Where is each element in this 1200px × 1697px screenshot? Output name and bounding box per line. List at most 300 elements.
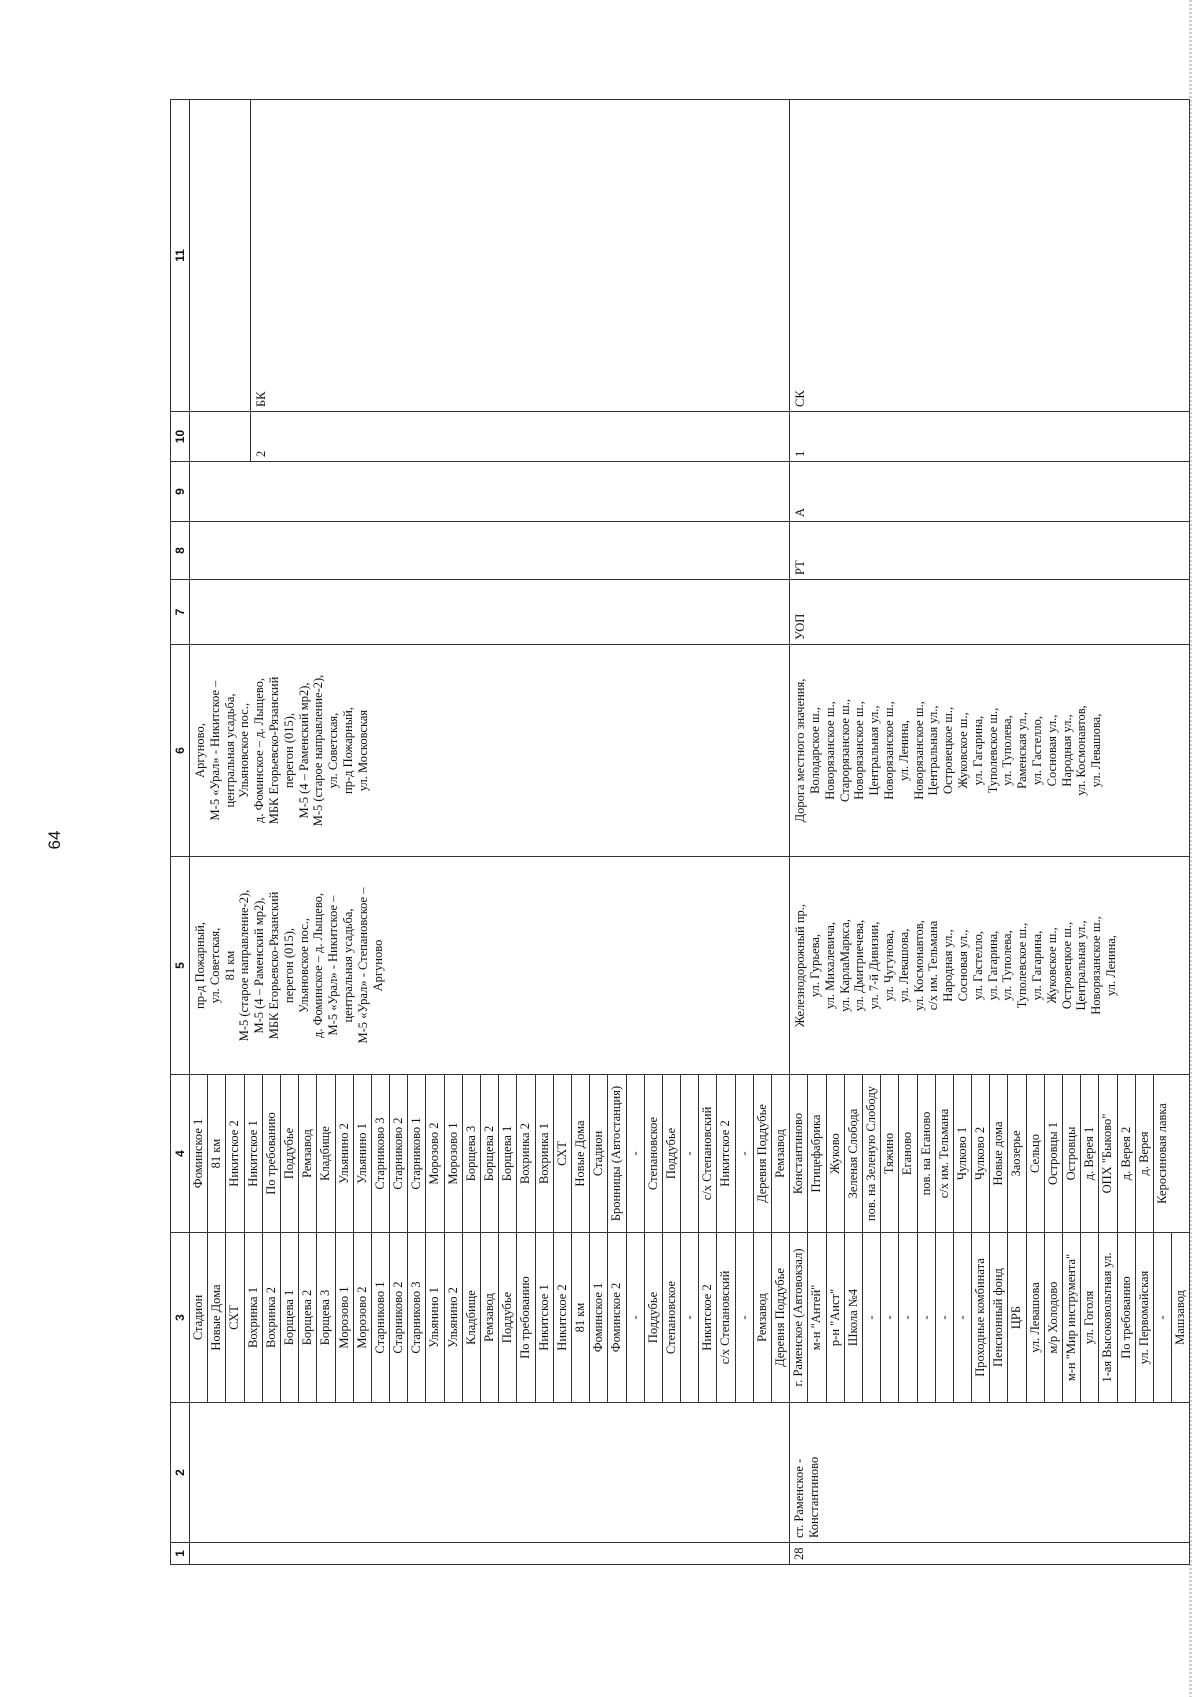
- street-line: ул. КарлаМаркса,: [837, 919, 852, 1012]
- stop-row: [408, 1233, 426, 1402]
- street-line: Сосновая ул.,: [1044, 714, 1059, 787]
- stop-row: [353, 1233, 371, 1402]
- stop-name: -: [681, 1233, 699, 1402]
- stop-name: Кладбище: [462, 1233, 480, 1402]
- stop-row: [699, 1075, 717, 1232]
- street-line: Туполевское ш.,: [985, 707, 1000, 794]
- stop-name: По требованию: [1117, 1233, 1135, 1402]
- stop-row: [426, 1075, 444, 1232]
- streets-forward-list: [193, 857, 385, 1074]
- street-line: ул. Левашова,: [896, 928, 911, 1003]
- stop-row: [553, 1233, 571, 1402]
- stop-name: р-н "Аист": [826, 1233, 844, 1402]
- stops-backward-list: [790, 1075, 1171, 1232]
- stop-name: ЦРБ: [1008, 1233, 1026, 1402]
- stop-row: [244, 1075, 262, 1232]
- street-line: ул. 7-й Дивизии,: [867, 921, 882, 1010]
- stop-name: Чулково 1: [953, 1075, 971, 1232]
- stop-name: Ремзавод: [299, 1075, 317, 1232]
- header-col-2: 2: [171, 1403, 190, 1543]
- stop-row: [462, 1075, 480, 1232]
- header-col-11: 11: [171, 100, 190, 412]
- row-a-streets-backward: [190, 645, 790, 857]
- stop-row: [226, 1075, 244, 1232]
- stop-name: Вохринка 2: [262, 1233, 280, 1402]
- street-line: д. Фоминское – д. Лыщево,: [311, 892, 326, 1039]
- stop-name: с/х Степановский: [699, 1075, 717, 1232]
- stop-name: -: [862, 1233, 880, 1402]
- stop-name: Морозово 2: [353, 1233, 371, 1402]
- stop-name: Никитское 2: [553, 1233, 571, 1402]
- street-line: с/х им. Тельмана: [926, 920, 941, 1011]
- stop-name: Сельцо: [1026, 1075, 1044, 1232]
- stop-row: [444, 1233, 462, 1402]
- street-line: ул. Гастелло,: [970, 930, 985, 1001]
- stop-row: [935, 1233, 953, 1402]
- stop-name: -: [735, 1075, 753, 1232]
- stop-name: 81 км: [208, 1075, 226, 1232]
- row-a-col-8: [190, 522, 790, 580]
- stop-row: [553, 1075, 571, 1232]
- stop-name: Новые Дома: [208, 1233, 226, 1402]
- stop-name: Поддубье: [644, 1233, 662, 1402]
- street-line: перегон (015),: [281, 927, 296, 1004]
- row-a-col-10: [190, 412, 790, 462]
- stop-row: [972, 1075, 990, 1232]
- street-line: М-5 «Урал» - Степановское –: [355, 887, 370, 1044]
- stop-row: [1135, 1075, 1153, 1232]
- stop-row: [753, 1233, 771, 1402]
- stop-name: СХТ: [226, 1233, 244, 1402]
- stop-name: Жуково: [826, 1075, 844, 1232]
- stop-name: Керосиновая лавка: [1154, 1103, 1169, 1204]
- stop-name: -: [953, 1233, 971, 1402]
- row-b-route-number: 28: [790, 1543, 1190, 1565]
- street-line: М-5 (старое направление-2),: [311, 674, 326, 827]
- stop-name: Островцы: [1063, 1075, 1081, 1232]
- stop-row: [717, 1233, 735, 1402]
- stop-row: [408, 1075, 426, 1232]
- stop-row: [972, 1233, 990, 1402]
- street-line: Центральная ул.,: [926, 705, 941, 796]
- row-a-streets-forward: [190, 857, 790, 1075]
- stop-row: [299, 1233, 317, 1402]
- stop-name: пов. на Зеленую Слободу: [862, 1075, 880, 1232]
- street-line: Ульяновское пос.,: [296, 918, 311, 1014]
- page-number: 64: [45, 830, 64, 850]
- stop-name: д. Верея 2: [1117, 1075, 1135, 1232]
- stop-name: Старниково 1: [408, 1075, 426, 1232]
- stop-name: Никитское 2: [717, 1075, 735, 1232]
- stop-name: Птицефабрика: [808, 1075, 826, 1232]
- stop-name: Морозово 1: [335, 1233, 353, 1402]
- stop-name: Вохринка 1: [535, 1075, 553, 1232]
- street-line: Народная ул.,: [941, 929, 956, 1002]
- stop-name: Никитское 2: [699, 1233, 717, 1402]
- street-line: ул. Чугунова,: [881, 929, 896, 1002]
- stop-row: [208, 1075, 226, 1232]
- stop-row: [571, 1233, 589, 1402]
- stop-name: ул. Первомайская: [1135, 1233, 1153, 1402]
- stop-name: Борщева 3: [317, 1233, 335, 1402]
- stop-row: [699, 1233, 717, 1402]
- stop-row: [1063, 1233, 1081, 1402]
- stop-row: [317, 1075, 335, 1232]
- stop-name: -: [735, 1233, 753, 1402]
- street-line: Новорязанское ш.,: [881, 701, 896, 800]
- stop-row: [590, 1233, 608, 1402]
- stop-row: [899, 1233, 917, 1402]
- street-line: Володарское ш.,: [807, 707, 822, 794]
- stop-name: Тяжино: [881, 1075, 899, 1232]
- stop-row: [1026, 1075, 1044, 1232]
- stop-name: Степановское: [662, 1233, 680, 1402]
- street-line: ул. Советская,: [326, 712, 341, 789]
- stop-row: [935, 1075, 953, 1232]
- street-line: Железнодорожный пр.,: [793, 903, 808, 1028]
- stop-row: [1081, 1075, 1099, 1232]
- stop-row: [499, 1075, 517, 1232]
- stop-row: [917, 1075, 935, 1232]
- stop-row: [662, 1075, 680, 1232]
- street-line: ул. Советская,: [207, 927, 222, 1004]
- street-line: ул. Ленина,: [1103, 935, 1118, 996]
- stop-row: [990, 1075, 1008, 1232]
- stop-name: Ульянино 2: [335, 1075, 353, 1232]
- route-row-28: [790, 100, 1190, 1565]
- stop-row: [644, 1075, 662, 1232]
- header-col-7: 7: [171, 580, 190, 645]
- stop-name: Еганово: [899, 1075, 917, 1232]
- street-line: ул. Гастелло,: [1029, 715, 1044, 786]
- stop-row: [808, 1075, 826, 1232]
- header-col-8: 8: [171, 522, 190, 580]
- street-line: Новорязанское ш.,: [911, 701, 926, 800]
- stop-row: [790, 1075, 808, 1232]
- stop-row: [571, 1075, 589, 1232]
- street-line: Центральная ул.,: [1074, 920, 1089, 1011]
- street-line: МБК Егорьевско-Рязанский: [266, 676, 281, 825]
- stop-name: Поддубье: [280, 1075, 298, 1232]
- stop-name: Стадион: [190, 1233, 208, 1402]
- street-line: Ульяновское пос.,: [237, 703, 252, 799]
- stop-row: [244, 1233, 262, 1402]
- row-a-col-1: [190, 1543, 790, 1565]
- stop-name: Никитское 1: [535, 1233, 553, 1402]
- stop-row: [735, 1233, 753, 1402]
- stop-row: [826, 1075, 844, 1232]
- stop-row: [317, 1233, 335, 1402]
- stop-row: [1117, 1233, 1135, 1402]
- stop-name: -: [881, 1233, 899, 1402]
- stop-row: [862, 1075, 880, 1232]
- stop-row: [462, 1233, 480, 1402]
- stop-row: [1044, 1233, 1062, 1402]
- stop-row: [262, 1075, 280, 1232]
- stop-row: [190, 1075, 208, 1232]
- stop-row: [953, 1233, 971, 1402]
- stop-row: [299, 1075, 317, 1232]
- stop-name: ОПХ "Быково": [1099, 1075, 1117, 1232]
- route-table: [170, 99, 1190, 1565]
- streets-backward-list: [193, 645, 371, 856]
- stop-row: [1153, 1075, 1171, 1232]
- stop-name: Вохринка 1: [244, 1233, 262, 1402]
- header-col-1: 1: [171, 1543, 190, 1565]
- header-col-3: 3: [171, 1233, 190, 1403]
- stop-row: [1026, 1233, 1044, 1402]
- stop-row: [826, 1233, 844, 1402]
- stop-row: [371, 1075, 389, 1232]
- street-line: Новорязанское ш.,: [822, 701, 837, 800]
- stop-name: ул. Гоголя: [1081, 1233, 1099, 1402]
- stop-name: м-н "Антей": [808, 1233, 826, 1402]
- street-line: перегон (015),: [281, 712, 296, 789]
- stop-name: Машзавод: [1173, 1290, 1188, 1345]
- stop-row: [499, 1233, 517, 1402]
- stop-name: Деревня Поддубье: [753, 1075, 771, 1232]
- stop-row: [1135, 1233, 1153, 1402]
- stop-row: [371, 1233, 389, 1402]
- stop-name: Проходные комбината: [972, 1233, 990, 1402]
- stop-name: Островцы 1: [1044, 1075, 1062, 1232]
- stop-row: [753, 1075, 771, 1232]
- stop-name: Борщева 3: [462, 1075, 480, 1232]
- stop-row: [808, 1233, 826, 1402]
- stop-row: [662, 1233, 680, 1402]
- header-col-10: 10: [171, 412, 190, 462]
- stop-row: [681, 1233, 699, 1402]
- stop-row: [517, 1075, 535, 1232]
- row-a-col-9: [190, 462, 790, 522]
- stop-name: с/х им. Тельмана: [935, 1075, 953, 1232]
- stop-name: д. Верея 1: [1081, 1075, 1099, 1232]
- stop-name: м-н "Мир инструмента": [1063, 1233, 1081, 1402]
- row-b-streets-backward: [790, 645, 1190, 857]
- stop-row: [644, 1233, 662, 1402]
- street-line: Старорязанское ш.,: [837, 699, 852, 802]
- row-a-stops-forward: [190, 1233, 790, 1403]
- stop-name: Школа №4: [844, 1233, 862, 1402]
- street-line: ул. Туполева,: [1000, 930, 1015, 1001]
- row-b-col-11: СК: [790, 100, 1190, 412]
- row-a-col-10-upper: [190, 412, 251, 461]
- row-a-col-11-value: БК: [254, 391, 268, 407]
- street-line: Центральная ул.,: [867, 705, 882, 796]
- row-b-stops-backward: [790, 1075, 1190, 1233]
- street-line: Раменская ул.,: [1015, 712, 1030, 789]
- stop-row: [681, 1075, 699, 1232]
- street-line: Жуковское ш.,: [955, 712, 970, 789]
- street-line: ул. Туполева,: [1000, 715, 1015, 786]
- route-table-sheet: [170, 100, 1188, 1565]
- stop-name: м/р Холодово: [1044, 1233, 1062, 1402]
- stop-row: [881, 1233, 899, 1402]
- street-line: пр-д Пожарный,: [340, 707, 355, 794]
- stop-row: [1063, 1075, 1081, 1232]
- row-a-col-10-value: 2: [254, 450, 268, 457]
- stop-name: Поддубье: [499, 1233, 517, 1402]
- street-line: Туполевское ш.,: [1015, 922, 1030, 1009]
- stop-name: Степановское: [644, 1075, 662, 1232]
- streets-backward-list: [793, 645, 1104, 856]
- header-col-6: 6: [171, 645, 190, 857]
- street-line: М-5 «Урал» - Никитское –: [326, 895, 341, 1036]
- stop-row: [481, 1075, 499, 1232]
- street-line: ул. Московская: [355, 709, 370, 792]
- stop-row: [1172, 1233, 1190, 1402]
- stop-name: Ремзавод: [773, 1129, 787, 1178]
- street-line: Жуковское ш.,: [1044, 927, 1059, 1004]
- street-line: ул. Дмитриечева,: [852, 919, 867, 1012]
- stop-name: Заозерье: [1008, 1075, 1026, 1232]
- stop-name: Ульянино 1: [426, 1233, 444, 1402]
- row-a-col-2: [190, 1403, 790, 1543]
- street-line: центральная усадьба,: [222, 693, 237, 808]
- stop-row: [608, 1075, 626, 1232]
- header-col-9: 9: [171, 462, 190, 522]
- street-line: ул. Михалевича,: [822, 921, 837, 1010]
- street-line: Новорязанское ш.,: [1089, 916, 1104, 1015]
- stop-name: пов. на Еганово: [917, 1075, 935, 1232]
- street-line: Новорязанское ш.,: [852, 701, 867, 800]
- street-line: МБК Егорьевско-Рязанский: [266, 891, 281, 1040]
- street-line: ул. Левашова,: [1089, 713, 1104, 788]
- stop-row: [626, 1075, 644, 1232]
- street-line: ул. Космонавтов,: [911, 920, 926, 1011]
- row-a-col-11-upper: [190, 100, 251, 411]
- street-line: ул. Гагарина,: [970, 715, 985, 786]
- stop-row: [280, 1075, 298, 1232]
- street-line: д. Фоминское – д. Лыщево,: [252, 677, 267, 824]
- row-b-streets-forward: [790, 857, 1190, 1075]
- row-b-col-8: РТ: [790, 522, 1190, 580]
- street-line: Сосновая ул.,: [955, 929, 970, 1002]
- stop-row: [772, 1233, 790, 1402]
- stop-row: [481, 1233, 499, 1402]
- stop-name: -: [681, 1075, 699, 1232]
- street-line: М-5 «Урал» - Никитское –: [207, 680, 222, 821]
- street-line: Аргуново,: [193, 723, 207, 778]
- stop-name: Никитское 1: [244, 1075, 262, 1232]
- stop-name: Константиново: [790, 1075, 808, 1232]
- stop-name: -: [917, 1233, 935, 1402]
- stops-backward-list: [190, 1075, 789, 1232]
- stop-name: Бронницы (Автостанция): [608, 1075, 626, 1232]
- stop-name: 1-ая Высоковольтная ул.: [1099, 1233, 1117, 1402]
- stop-row: [208, 1233, 226, 1402]
- stop-row: [772, 1075, 790, 1232]
- stop-name: Старниково 2: [390, 1233, 408, 1402]
- stop-name: -: [1153, 1233, 1171, 1402]
- stop-name: Борщева 1: [499, 1075, 517, 1232]
- stop-row: [426, 1233, 444, 1402]
- stop-name: -: [626, 1075, 644, 1232]
- stop-row: [626, 1233, 644, 1402]
- stop-name: Фоминское 1: [190, 1075, 208, 1232]
- stops-forward-list: [790, 1233, 1189, 1402]
- stop-name: Старниково 2: [390, 1075, 408, 1232]
- street-line: М-5 (4 – Раменский мр2),: [252, 897, 267, 1034]
- street-line: ул. Гагарина,: [985, 930, 1000, 1001]
- stop-row: [517, 1233, 535, 1402]
- stop-row: [390, 1075, 408, 1232]
- stop-name: Ульянино 1: [353, 1075, 371, 1232]
- streets-forward-list: [793, 857, 1119, 1074]
- street-line: 81 км: [222, 950, 237, 981]
- route-row-continued: [190, 100, 790, 1565]
- stop-name: -: [899, 1233, 917, 1402]
- stop-name: По требованию: [517, 1233, 535, 1402]
- street-line: Народная ул.,: [1059, 714, 1074, 787]
- stop-row: [1008, 1233, 1026, 1402]
- stop-name: СХТ: [553, 1075, 571, 1232]
- stop-row: [1099, 1075, 1117, 1232]
- header-col-4: 4: [171, 1075, 190, 1233]
- street-line: ул. Космонавтов,: [1074, 705, 1089, 796]
- stop-name: Новые Дома: [571, 1075, 589, 1232]
- stop-row: [190, 1233, 208, 1402]
- stop-name: Чулково 2: [972, 1075, 990, 1232]
- header-row: [171, 100, 190, 1565]
- stop-name: Вохринка 2: [517, 1075, 535, 1232]
- stop-row: [226, 1233, 244, 1402]
- stop-row: [1099, 1233, 1117, 1402]
- stop-name: Новые дома: [990, 1075, 1008, 1232]
- stop-name: Фоминское 2: [608, 1233, 626, 1402]
- row-b-stops-forward: [790, 1233, 1190, 1403]
- stop-row: [390, 1233, 408, 1402]
- stop-row: [280, 1233, 298, 1402]
- stop-row: [862, 1233, 880, 1402]
- stop-row: [990, 1233, 1008, 1402]
- stop-name: Фоминское 1: [590, 1233, 608, 1402]
- stop-name: Зеленая Слобода: [844, 1075, 862, 1232]
- stop-name: Стадион: [590, 1075, 608, 1232]
- stop-name: -: [935, 1233, 953, 1402]
- street-line: ул. Ленина,: [896, 720, 911, 781]
- stop-name: Борщева 1: [280, 1233, 298, 1402]
- stop-row: [590, 1075, 608, 1232]
- stop-row: [844, 1075, 862, 1232]
- street-line: Аргуново: [370, 939, 385, 992]
- street-line: ул. Гурьева,: [807, 933, 822, 998]
- stop-row: [1153, 1233, 1171, 1402]
- stop-row: [335, 1075, 353, 1232]
- stop-name: Ремзавод: [753, 1233, 771, 1402]
- stop-name: Морозово 1: [444, 1075, 462, 1232]
- street-line: ул. Гагарина,: [1029, 930, 1044, 1001]
- street-line: Островецкое ш.,: [941, 706, 956, 795]
- stop-name: г. Раменское (Автовокзал): [790, 1233, 808, 1402]
- stop-name: По требованию: [262, 1075, 280, 1232]
- stop-name: Старниково 3: [408, 1233, 426, 1402]
- stop-name: 81 км: [571, 1233, 589, 1402]
- stop-row: [1044, 1075, 1062, 1232]
- stop-name: Старниково 3: [371, 1075, 389, 1232]
- row-a-col-11: [190, 100, 790, 412]
- stop-row: [844, 1233, 862, 1402]
- stop-name: Кладбище: [317, 1075, 335, 1232]
- stop-row: [444, 1075, 462, 1232]
- stop-name: -: [626, 1233, 644, 1402]
- stop-name: Морозово 2: [426, 1075, 444, 1232]
- stop-row: [790, 1233, 808, 1402]
- stop-row: [535, 1075, 553, 1232]
- stop-row: [535, 1233, 553, 1402]
- street-line: М-5 (4 – Раменский мр2),: [296, 682, 311, 819]
- row-b-route-name: ст. Раменское - Константиново: [790, 1403, 1190, 1543]
